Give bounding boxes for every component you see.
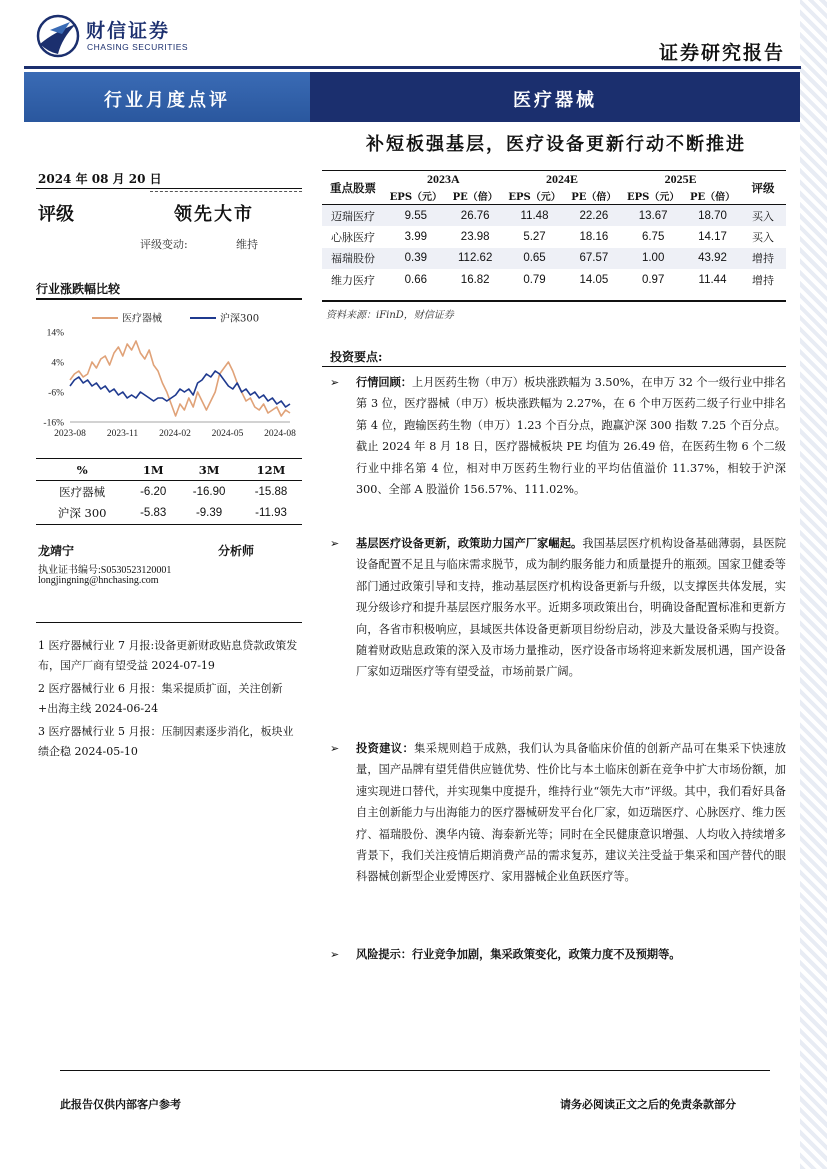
perf-1m: -6.20 [140, 485, 167, 498]
table-row [322, 248, 786, 270]
arrow-bullet-icon: ➢ [330, 742, 340, 755]
bullet-body: 集采规则趋于成熟，我们认为具备临床价值的创新产品可在集采下快速放量，国产品牌有望凭借供应链优势、性价比与本土临床创新在竞争中扩大市场份额，加速实现进口替代，并实现集中度提升，维持行业“领先大市”评级。其中，我们看好具备自主创新能力与出海能力的医疗器械研发平台化厂家，如迈瑞医疗、心脉医疗、维力医疗、福瑞股份、澳华内镜、海泰新光等；同时在全民健康意识增强、人均收入持续增多背景下，我们关注疫情后期消费产品的需求复苏，建议关注受益于集采和国产替代的眼科器械创新型企业爱博医疗、家用器械企业鱼跃医疗等。 [356, 742, 786, 884]
report-title: 补短板强基层，医疗设备更新行动不断推进 [366, 134, 746, 155]
sub-eps: EPS（元） [389, 192, 443, 204]
pe-value: 26.76 [448, 205, 503, 227]
sub-pe: PE（倍） [571, 192, 617, 204]
y-tick-label: -6% [48, 388, 64, 399]
x-tick-label: 2024-02 [159, 429, 191, 439]
eps-value: 13.67 [621, 205, 685, 227]
divider [322, 366, 786, 367]
eps-value: 0.39 [384, 248, 448, 270]
eps-value: 3.99 [404, 230, 428, 243]
pe-value: 18.70 [685, 205, 740, 227]
y-tick-label: 14% [46, 328, 64, 339]
sub-eps: EPS（元） [508, 192, 561, 204]
pe-value: 22.26 [566, 205, 621, 227]
eps-value: 0.79 [523, 273, 546, 286]
bullet-risk [330, 944, 786, 965]
perf-name: 沪深 300 [36, 503, 128, 525]
eps-value: 1.00 [621, 248, 685, 270]
perf-1m: -5.83 [128, 503, 178, 525]
sub-pe: PE（倍） [689, 192, 736, 204]
perf-header: 1M [128, 459, 178, 481]
bullet-head: 基层医疗设备更新，政策助力国产厂家崛起。 [356, 536, 583, 550]
table-row [322, 269, 786, 291]
x-tick-label: 2024-08 [264, 429, 296, 439]
rating-label: 评级 [38, 204, 74, 225]
pe-value: 18.16 [579, 230, 609, 243]
brand-name-cn: 财信证券 [86, 20, 171, 42]
industry-name: 医疗器械 [513, 90, 597, 111]
eps-value: 9.55 [384, 205, 448, 227]
x-tick-label: 2024-05 [211, 429, 244, 439]
perf-header: 12M [240, 459, 302, 481]
series-line [70, 341, 290, 416]
bullet-head: 风险提示： [356, 947, 412, 961]
stock-rating: 买入 [740, 205, 786, 227]
perf-name: 医疗器械 [59, 484, 106, 499]
y-tick-label: 4% [51, 358, 64, 369]
perf-3m: -9.39 [178, 503, 240, 525]
pe-value: 14.17 [698, 230, 727, 243]
bullet-body: 上月医药生物（申万）板块涨跌幅为 3.50%，在申万 32 个一级行业中排名第 3 位，医疗器械（申万）板块涨跌幅为 2.27%，在 6 个申万医药二级子行业中排名第 4 位，跑输医药生物（申万）1.23 个百分点，跑赢沪深 300 指数 7.25 个百分点。截止 2024 年 8 月 18 日，医疗器械板块 PE 均值为 26.49 倍，在医药生物 6 个二级行业中排名第 4 位，相对申万医药生物行业的平均估值溢价 11.37%，相较于沪深 300、全部 A 股溢价 156.57%、111.02%。 [356, 376, 786, 497]
header-divider [24, 66, 801, 69]
stock-name: 维力医疗 [331, 273, 375, 287]
col-stock: 重点股票 [330, 180, 376, 195]
eps-value: 0.66 [404, 273, 428, 286]
analyst-name: 龙靖宁 [38, 544, 75, 558]
arrow-bullet-icon: ➢ [330, 948, 340, 961]
stock-rating: 增持 [752, 273, 774, 287]
perf-12m: -15.88 [254, 485, 288, 498]
performance-line-chart [30, 306, 300, 446]
legend-label: 沪深300 [220, 313, 260, 325]
perf-header: 3M [178, 459, 240, 481]
related-report-item[interactable]: 2 医疗器械行业 6 月报：集采提质扩面，关注创新+出海主线 2024-06-24 [38, 682, 283, 715]
footer-divider [60, 1070, 770, 1071]
x-tick-label: 2023-11 [106, 429, 139, 439]
pe-value: 14.05 [579, 273, 609, 286]
report-category: 行业月度点评 [104, 90, 230, 111]
table-source: 资料来源：iFinD，财信证券 [326, 310, 454, 321]
legend-label: 医疗器械 [122, 313, 162, 325]
bullet-market-review [330, 372, 786, 500]
col-rating: 评级 [751, 180, 775, 195]
divider [322, 300, 786, 302]
bullet-investment-advice [330, 738, 786, 888]
x-tick-label: 2023-08 [54, 429, 86, 439]
analyst-certificate: 执业证书编号:S0530523120001 [38, 565, 172, 576]
stock-rating: 增持 [740, 248, 786, 270]
sub-pe: PE（倍） [452, 192, 498, 204]
stock-name: 福瑞股份 [322, 248, 384, 270]
eps-value: 6.75 [641, 230, 665, 243]
pe-value: 67.57 [566, 248, 621, 270]
pe-value: 16.82 [460, 273, 490, 286]
rating-value: 领先大市 [174, 204, 254, 225]
report-type: 证券研究报告 [658, 42, 785, 64]
bullet-policy [330, 533, 786, 683]
arrow-bullet-icon: ➢ [330, 376, 340, 389]
rating-change-value: 维持 [236, 238, 258, 251]
report-date: 2024 年 08 月 20 日 [38, 172, 162, 186]
table-row [36, 481, 302, 503]
performance-chart-title: 行业涨跌幅比较 [36, 282, 121, 296]
table-row [36, 503, 302, 525]
stock-name: 迈瑞医疗 [322, 205, 384, 227]
year-header: 2025E [664, 171, 697, 186]
perf-3m: -16.90 [192, 485, 226, 498]
divider [36, 622, 302, 623]
table-row [322, 205, 786, 227]
key-stocks-table [322, 170, 786, 291]
year-header: 2024E [545, 171, 578, 186]
divider [36, 188, 302, 189]
pe-value: 112.62 [448, 248, 503, 270]
stock-rating: 买入 [752, 230, 774, 244]
analyst-title: 分析师 [218, 544, 255, 558]
analyst-email[interactable]: longjingning@hnchasing.com [38, 575, 159, 586]
y-tick-label: -16% [43, 418, 64, 429]
pe-value: 43.92 [685, 248, 740, 270]
series-line [70, 371, 290, 407]
eps-value: 5.27 [523, 230, 546, 243]
bullet-body: 我国基层医疗机构设备基础薄弱，县医院设备配置不足且与临床需求脱节，成为制约服务能力和质量提升的瓶颈。国家卫健委等部门通过政策引导和支持，推动基层医疗机构设备更新与升级，以支撑医共体发展，实现分级诊疗和提升基层医疗服务水平。近期多项政策出台，明确设备配置标准和更新方向，各省市积极响应，县域医共体设备更新项目纷纷启动，涉及大量设备采购与投资。随着财政贴息政策的深入及市场力量推动，医疗设备市场将迎来新发展机遇，国产设备厂家如迈瑞医疗等有望受益，市场前景广阔。 [356, 537, 786, 679]
footer-disclaimer: 请务必阅读正文之后的免责条款部分 [560, 1098, 736, 1111]
perf-header: % [36, 459, 128, 481]
bullet-head: 行情回顾： [356, 375, 412, 389]
eps-value: 0.65 [503, 248, 567, 270]
pe-value: 11.44 [698, 273, 727, 286]
eps-value: 0.97 [641, 273, 665, 286]
divider [36, 298, 302, 300]
divider [150, 191, 302, 192]
perf-12m: -11.93 [240, 503, 302, 525]
sub-eps: EPS（元） [626, 192, 680, 204]
footer-notice: 此报告仅供内部客户参考 [60, 1098, 181, 1111]
related-report-item[interactable]: 1 医疗器械行业 7 月报:设备更新财政贴息贷款政策发布，国产厂商有望受益 2024-07-19 [38, 639, 298, 672]
bullet-head: 投资建议： [356, 741, 415, 755]
rating-change-label: 评级变动: [140, 238, 188, 251]
year-header: 2023A [426, 171, 460, 186]
stock-name: 心脉医疗 [331, 230, 375, 244]
pe-value: 23.98 [460, 230, 490, 243]
brand-name-en: CHASING SECURITIES [87, 42, 189, 52]
eps-value: 11.48 [503, 205, 567, 227]
performance-table [36, 458, 302, 525]
arrow-bullet-icon: ➢ [330, 537, 340, 550]
decorative-side-stripe [800, 0, 827, 1169]
investment-title: 投资要点: [330, 350, 383, 364]
bullet-body: 行业竞争加剧，集采政策变化，政策力度不及预期等。 [411, 947, 681, 961]
table-row [322, 226, 786, 248]
related-report-item[interactable]: 3 医疗器械行业 5 月报：压制因素逐步消化，板块业绩企稳 2024-05-10 [38, 725, 294, 758]
